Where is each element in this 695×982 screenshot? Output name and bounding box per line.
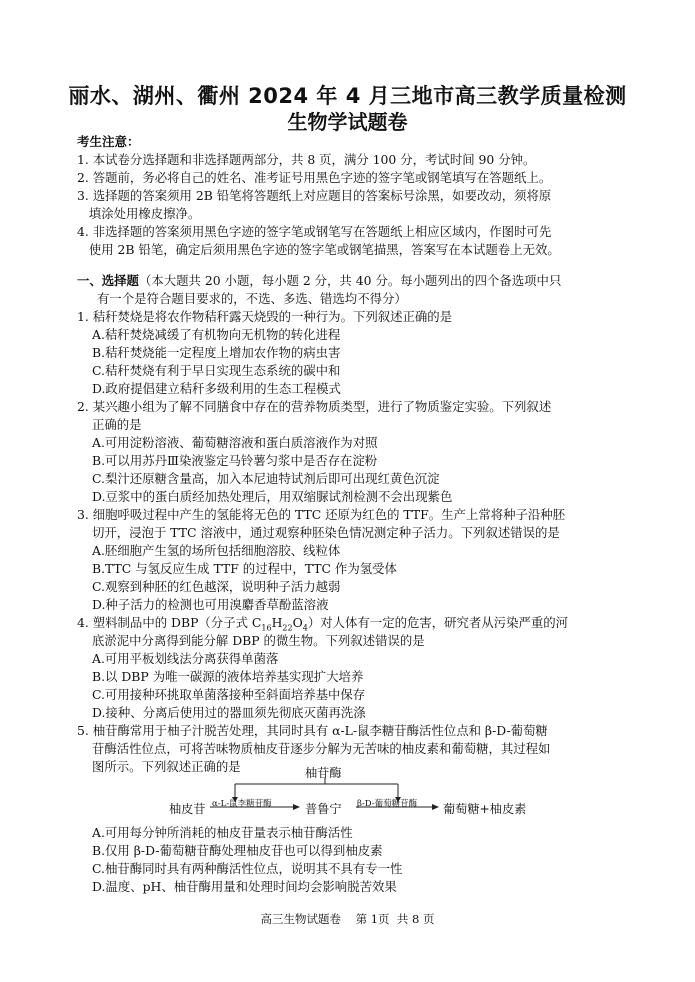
q4-stem-text: ）对人体有一定的危害，研究者从污染严重的河: [307, 615, 569, 630]
q2-option-b: B.可以用苏丹Ⅲ染液鉴定马铃薯匀浆中是否存在淀粉: [92, 453, 378, 468]
notice-item: 2. 答题前，务必将自己的姓名、准考证号用黑色字迹的签字笔或钢笔填写在答题纸上。: [77, 170, 552, 185]
q1-option-a: A.秸秆焚烧减缓了有机物向无机物的转化进程: [92, 327, 341, 342]
q3-option-a: A.胚细胞产生氢的场所包括细胞溶胶、线粒体: [92, 543, 341, 558]
page-subtitle: 生物学试题卷: [287, 110, 408, 134]
q5-stem: 5. 柚苷酶常用于柚子汁脱苦处理，其同时具有 α-L-鼠李糖苷酶活性位点和 β-D-葡萄糖: [77, 723, 548, 738]
notice-item: 1. 本试卷分选择题和非选择题两部分，共 8 页，满分 100 分，考试时间 90 分钟。: [77, 152, 536, 167]
q5-option-b: B.仅用 β-D-葡萄糖苷酶处理柚皮苷也可以得到柚皮素: [92, 843, 383, 858]
products-label: 葡萄糖+柚皮素: [443, 802, 527, 816]
q5-option-d: D.温度、pH、柚苷酶用量和处理时间均会影响脱苦效果: [92, 879, 397, 894]
q5-option-c: C.柚苷酶同时具有两种酶活性位点，说明其不具有专一性: [92, 861, 403, 876]
arrowhead-1: [293, 804, 300, 810]
section-desc-cont: 有一个是符合题目要求的，不选、多选、错选均不得分）: [97, 291, 407, 306]
section-desc: （本大题共 20 小题，每小题 2 分，共 40 分。每小题列出的四个备选项中只: [138, 273, 562, 288]
q4-option-c: C.可用接种环挑取单菌落接种至斜面培养基中保存: [92, 687, 366, 702]
q3-stem: 3. 细胞呼吸过程中产生的氢能将无色的 TTC 还原为红色的 TTF。生产上常将种子沿种胚: [77, 507, 566, 522]
q4-stem-cont: 底淤泥中分离得到能分解 DBP 的微生物。下列叙述错误的是: [92, 633, 425, 648]
q1-option-d: D.政府提倡建立秸秆多级利用的生态工程模式: [92, 381, 341, 396]
step1-enzyme-label: α-L-鼠李糖苷酶: [212, 799, 272, 809]
q5-stem-cont: 图所示。下列叙述正确的是: [92, 759, 241, 774]
q1-stem: 1. 秸秆焚烧是将农作物秸秆露天烧毁的一种行为。下列叙述正确的是: [77, 309, 453, 324]
q3-option-d: D.种子活力的检测也可用溴麝香草酚蓝溶液: [92, 597, 329, 612]
q3-option-c: C.观察到种胚的红色越深，说明种子活力越弱: [92, 579, 341, 594]
q4-formula-sub: 22: [282, 623, 293, 633]
section-label: 一、选择题: [77, 273, 139, 288]
q2-stem-cont: 正确的是: [92, 417, 142, 432]
notice-item: 填涂处用橡皮擦净。: [77, 206, 201, 221]
page-title: 丽水、湖州、衢州 2024 年 4 月三地市高三教学质量检测: [68, 84, 627, 108]
step2-enzyme-label: β-D-葡萄糖苷酶: [357, 799, 418, 809]
notice-item: 4. 非选择题的答案须用黑色字迹的签字笔或钢笔写在答题纸上相应区域内，作图时可先: [77, 224, 552, 239]
q4-formula-sub: 4: [302, 623, 308, 633]
substrate-label: 柚皮苷: [169, 802, 206, 816]
q4-stem-text: 4. 塑料制品中的 DBP（分子式 C: [77, 615, 262, 630]
q4-option-b: B.以 DBP 为唯一碳源的液体培养基实现扩大培养: [92, 669, 364, 684]
q1-option-b: B.秸秆焚烧能一定程度上增加农作物的病虫害: [92, 345, 341, 360]
q4-option-d: D.接种、分离后使用过的器皿须先彻底灭菌再洗涤: [92, 705, 366, 720]
q2-option-c: C.梨汁还原糖含量高，加入本尼迪特试剂后即可出现红黄色沉淀: [92, 471, 440, 486]
intermediate-label: 普鲁宁: [305, 802, 342, 816]
arrowhead-2: [432, 804, 439, 810]
notice-item: 3. 选择题的答案须用 2B 铅笔将答题纸上对应题目的答案标号涂黑，如要改动，须将原: [77, 188, 552, 203]
q2-stem: 2. 某兴趣小组为了解不同膳食中存在的营养物质类型，进行了物质鉴定实验。下列叙述: [77, 399, 552, 414]
q4-formula-sub: 16: [261, 623, 272, 633]
notice-heading: 考生注意：: [77, 134, 140, 149]
q2-option-a: A.可用淀粉溶液、葡萄糖溶液和蛋白质溶液作为对照: [92, 435, 378, 450]
q4-formula-h: H: [271, 615, 283, 630]
q1-option-c: C.秸秆焚烧有利于早日实现生态系统的碳中和: [92, 363, 341, 378]
page-footer: 高三生物试题卷 第 1页 共 8 页: [260, 912, 435, 926]
q4-option-a: A.可用平板划线法分离获得单菌落: [92, 651, 279, 666]
q3-option-b: B.TTC 与氢反应生成 TTF 的过程中，TTC 作为氢受体: [92, 561, 397, 576]
q2-option-d: D.豆浆中的蛋白质经加热处理后，用双缩脲试剂检测不会出现紫色: [92, 489, 453, 504]
q5-option-a: A.可用每分钟所消耗的柚皮苷量表示柚苷酶活性: [92, 825, 353, 840]
q5-stem-cont: 苷酶活性位点，可将苦味物质柚皮苷逐步分解为无苦味的柚皮素和葡萄糖，其过程如: [92, 741, 551, 756]
q4-formula-o: O: [292, 615, 303, 630]
q3-stem-cont: 切开，浸泡于 TTC 溶液中，通过观察种胚染色情况测定种子活力。下列叙述错误的是: [92, 525, 560, 540]
notice-item: 使用 2B 铅笔，确定后须用黑色字迹的签字笔或钢笔描黑，答案写在本试题卷上无效。: [77, 242, 560, 257]
enzyme-label: 柚苷酶: [305, 766, 342, 780]
